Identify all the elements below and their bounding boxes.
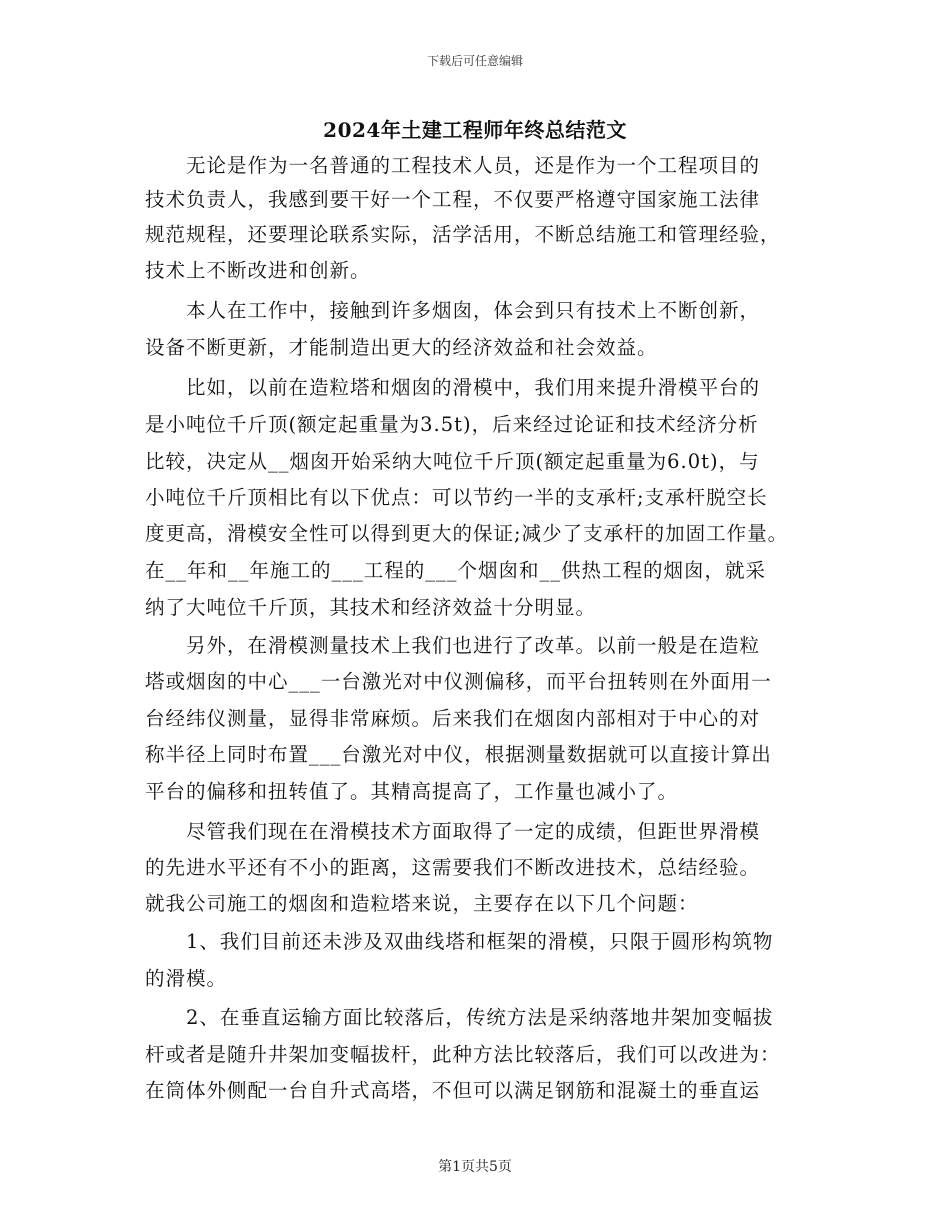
body-line: 就我公司施工的烟囱和造粒塔来说，主要存在以下几个问题： xyxy=(145,892,699,915)
body-line: 是小吨位千斤顶(额定起重量为3.5t)，后来经过论证和技术经济分析 xyxy=(145,413,759,436)
body-line: 尽管我们现在在滑模技术方面取得了一定的成绩，但距世界滑模 xyxy=(186,820,761,843)
body-line: 的先进水平还有不小的距离，这需要我们不断改进技术，总结经验。 xyxy=(145,856,761,879)
document-title: 2024年土建工程师年终总结范文 xyxy=(323,118,627,142)
body-line: 比如，以前在造粒塔和烟囱的滑模中，我们用来提升滑模平台的 xyxy=(186,376,761,399)
body-line: 另外，在滑模测量技术上我们也进行了改革。以前一般是在造粒 xyxy=(186,634,761,657)
body-line: 的滑模。 xyxy=(145,967,228,990)
body-line: 在__年和__年施工的___工程的___个烟囱和__供热工程的烟囱，就采 xyxy=(145,559,767,582)
body-line: 技术负责人，我感到要干好一个工程，不仅要严格遵守国家施工法律 xyxy=(145,188,761,211)
page-header-note: 下载后可任意编辑 xyxy=(426,54,523,68)
body-line: 台经纬仪测量，显得非常麻烦。后来我们在烟囱内部相对于中心的对 xyxy=(145,707,761,730)
body-line: 称半径上同时布置___台激光对中仪，根据测量数据就可以直接计算出 xyxy=(145,743,772,766)
body-line: 度更高，滑模安全性可以得到更大的保证;减少了支承杆的加固工作量。 xyxy=(145,522,789,545)
body-line: 无论是作为一名普通的工程技术人员，还是作为一个工程项目的 xyxy=(186,154,761,177)
page-number-footer: 第1页共5页 xyxy=(438,1159,512,1175)
body-line: 本人在工作中，接触到许多烟囱，体会到只有技术上不断创新， xyxy=(186,299,761,322)
body-line: 小吨位千斤顶相比有以下优点：可以节约一半的支承杆;支承杆脱空长 xyxy=(145,486,768,509)
body-line: 比较，决定从__烟囱开始采纳大吨位千斤顶(额定起重量为6.0t)，与 xyxy=(145,450,760,473)
body-line: 塔或烟囱的中心___一台激光对中仪测偏移，而平台扭转则在外面用一 xyxy=(145,670,772,693)
body-line: 1、我们目前还未涉及双曲线塔和框架的滑模，只限于圆形构筑物 xyxy=(186,930,774,953)
body-line: 平台的偏移和扭转值了。其精高提高了，工作量也减小了。 xyxy=(145,780,679,803)
body-line: 在筒体外侧配一台自升式高塔，不但可以满足钢筋和混凝土的垂直运 xyxy=(145,1079,761,1102)
body-line: 杆或者是随升井架加变幅拔杆，此种方法比较落后，我们可以改进为： xyxy=(145,1043,781,1066)
body-line: 2、在垂直运输方面比较落后，传统方法是采纳落地井架加变幅拔 xyxy=(186,1006,774,1029)
body-line: 技术上不断改进和创新。 xyxy=(145,259,371,282)
body-line: 设备不断更新，才能制造出更大的经济效益和社会效益。 xyxy=(145,336,658,359)
body-line: 纳了大吨位千斤顶，其技术和经济效益十分明显。 xyxy=(145,596,597,619)
body-line: 规范规程，还要理论联系实际，活学活用，不断总结施工和管理经验， xyxy=(145,223,781,246)
